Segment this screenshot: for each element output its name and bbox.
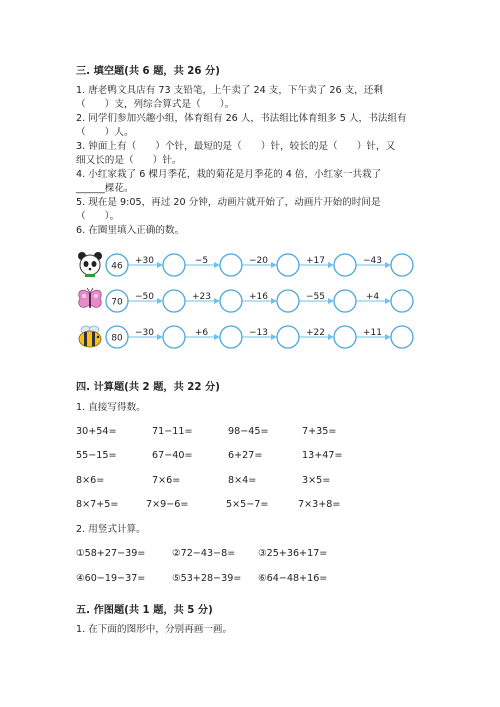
vertical-calc-4: ④60−19−37= (76, 573, 146, 584)
chain-operation: +6 (194, 328, 209, 338)
calc-2-0: 8×6= (76, 475, 105, 486)
chain-operation: +17 (306, 256, 325, 266)
calc-3-0: 8×7+5= (76, 499, 119, 510)
chain-arrowhead (328, 334, 334, 340)
section-5-title: 五. 作图题(共 1 题，共 5 分) (76, 605, 213, 616)
q3-1-line2: （ ）支，列综合算式是（ ）。 (76, 99, 235, 110)
calc-3-1: 7×9−6= (146, 499, 189, 510)
chain-answer-circle[interactable] (391, 290, 413, 312)
chain-arrowhead (385, 334, 391, 340)
chain-answer-circle[interactable] (220, 290, 242, 312)
calc-3-2: 5×5−7= (226, 499, 269, 510)
chain-answer-circle[interactable] (391, 254, 413, 276)
q5-1-label: 1. 在下面的图形中，分别再画一画。 (76, 624, 233, 635)
chain-answer-circle[interactable] (220, 254, 242, 276)
q3-5-line1: 5. 现在是 9:05，再过 20 分钟，动画片就开始了，动画片开始的时间是 (76, 197, 381, 208)
calc-2-2: 8×4= (228, 475, 257, 486)
vertical-calc-2: ②72−43−8= (172, 548, 236, 559)
chain-operation: −13 (249, 328, 268, 338)
vertical-calc-5: ⑤53+28−39= (172, 573, 242, 584)
calc-1-3: 13+47= (302, 450, 343, 461)
calc-0-2: 98−45= (228, 426, 269, 437)
calc-1-2: 6+27= (228, 450, 263, 461)
chain-answer-circle[interactable] (277, 254, 299, 276)
chain-start-number: 80 (111, 333, 123, 344)
chain-answer-circle[interactable] (220, 326, 242, 348)
chain-answer-circle[interactable] (334, 326, 356, 348)
chain-operation: −43 (363, 256, 382, 266)
chain-operation: −30 (135, 328, 154, 338)
chain-arrowhead (271, 262, 277, 268)
calc-0-0: 30+54= (76, 426, 117, 437)
chain-arrowhead (385, 298, 391, 304)
chain-arrowhead (328, 298, 334, 304)
chain-arrowhead (328, 262, 334, 268)
chain-operation: +16 (249, 292, 268, 302)
calc-1-1: 67−40= (152, 450, 193, 461)
chain-operation: +23 (192, 292, 211, 302)
chain-start-number: 70 (111, 297, 123, 308)
calc-2-1: 7×6= (152, 475, 181, 486)
chain-answer-circle[interactable] (391, 326, 413, 348)
chain-arrowhead (157, 262, 163, 268)
chain-answer-circle[interactable] (334, 254, 356, 276)
q3-3-line1: 3. 钟面上有（ ）个针，最短的是（ ）针，较长的是（ ）针，又 (76, 141, 396, 152)
calc-0-1: 71−11= (152, 426, 193, 437)
q3-2-line1: 2. 同学们参加兴趣小组，体育组有 26 人，书法组比体育组多 5 人，书法组有 (76, 113, 407, 124)
chain-arrowhead (214, 298, 220, 304)
q3-5-line2: （ ）。 (76, 211, 120, 222)
chain-operation: −50 (135, 292, 154, 302)
q4-2-label: 2. 用竖式计算。 (76, 524, 146, 535)
number-chain-1 (104, 250, 416, 280)
chain-operation: −20 (249, 256, 268, 266)
chain-arrowhead (157, 334, 163, 340)
vertical-calc-1: ①58+27−39= (76, 548, 146, 559)
chain-answer-circle[interactable] (277, 290, 299, 312)
chain-answer-circle[interactable] (163, 290, 185, 312)
vertical-calc-6: ⑥64−48+16= (258, 573, 328, 584)
chain-arrowhead (157, 298, 163, 304)
q3-4-line2: ______棵花。 (76, 183, 134, 194)
calc-1-0: 55−15= (76, 450, 117, 461)
number-chain-3 (104, 322, 416, 352)
chain-operation: +22 (306, 328, 325, 338)
calc-2-3: 3×5= (302, 475, 331, 486)
chain-operation: −55 (306, 292, 325, 302)
q3-4-line1: 4. 小红家栽了 6 棵月季花，栽的菊花是月季花的 4 倍，小红家一共栽了 (76, 169, 382, 180)
chain-operation: +4 (365, 292, 380, 302)
chain-arrowhead (271, 298, 277, 304)
chain-answer-circle[interactable] (334, 290, 356, 312)
chain-arrowhead (214, 334, 220, 340)
number-chain-2 (104, 286, 416, 316)
q3-2-line2: （ ）人。 (76, 127, 134, 138)
chain-operation: +30 (135, 256, 154, 266)
q3-6-line1: 6. 在圈里填入正确的数。 (76, 225, 185, 236)
chain-arrowhead (385, 262, 391, 268)
section-3-title: 三. 填空题(共 6 题，共 26 分) (76, 66, 220, 77)
q3-3-line2: 细又长的是（ ）针。 (76, 155, 182, 166)
q4-1-label: 1. 直接写得数。 (76, 402, 146, 413)
q3-1-line1: 1. 唐老鸭文具店有 73 支铅笔，上午卖了 24 支，下午卖了 26 支，还剩 (76, 85, 383, 96)
chain-arrowhead (214, 262, 220, 268)
butterfly-icon (76, 286, 104, 314)
calc-3-3: 7×3+8= (298, 499, 341, 510)
chain-arrowhead (271, 334, 277, 340)
chain-answer-circle[interactable] (163, 326, 185, 348)
chain-start-number: 46 (111, 261, 123, 272)
calc-0-3: 7+35= (302, 426, 337, 437)
chain-operation: +11 (363, 328, 382, 338)
bee-icon (76, 322, 104, 350)
vertical-calc-3: ③25+36+17= (258, 548, 328, 559)
chain-answer-circle[interactable] (163, 254, 185, 276)
chain-operation: −5 (194, 256, 209, 266)
chain-answer-circle[interactable] (277, 326, 299, 348)
section-4-title: 四. 计算题(共 2 题，共 22 分) (76, 382, 220, 393)
panda-icon (76, 250, 104, 278)
